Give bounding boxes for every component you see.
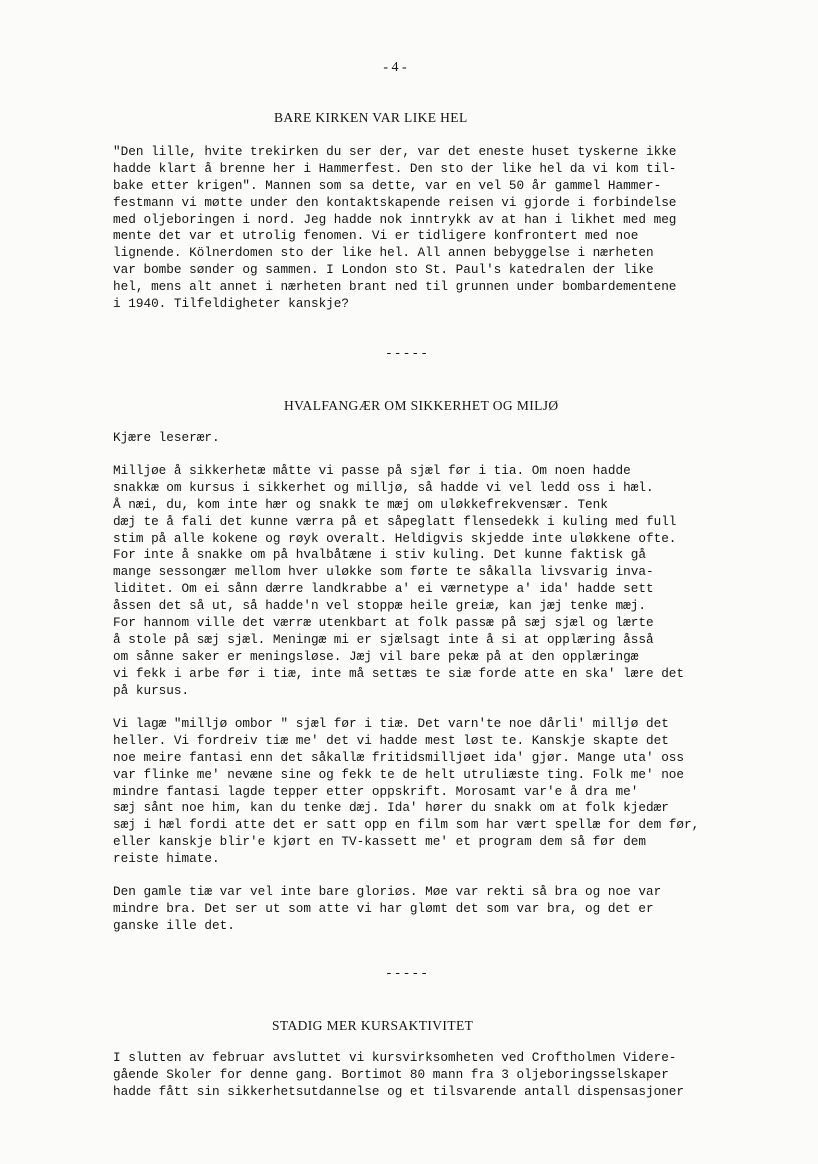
text-line: med oljeboringen i nord. Jeg hadde nok inntrykk av at han i likhet med meg — [113, 211, 677, 227]
text-line: dæj te å fali det kunne værra på et såpeglatt flensedekk i kuling med full — [113, 513, 677, 529]
text-line: åssen det så ut, så hadde'n vel stoppæ heile greiæ, kan jæj tenke mæj. — [113, 598, 646, 614]
text-line: hadde fått sin sikkerhetsutdannelse og et tilsvarende antall dispensasjoner — [113, 1083, 685, 1099]
section-divider: ----- — [385, 966, 430, 981]
paragraph-milljoe — [113, 463, 773, 699]
text-line: liditet. Om ei sånn dærre landkrabbe a' ei værnetype a' ida' hadde sett — [113, 581, 654, 597]
text-line: For hannom ville det værræ utenkbart at folk passæ på sæj sjæl og lærte — [113, 615, 654, 631]
text-line: var flinke me' nevæne sine og fekk te de helt utruliæste ting. Folk me' noe — [113, 766, 685, 782]
salutation-text: Kjære leserær. — [113, 430, 220, 445]
text-line: hadde klart å brenne her i Hammerfest. Den sto der like hel da vi kom til- — [113, 160, 677, 176]
text-line: stim på alle kokene og røyk overalt. Heldigvis skjedde inte uløkkene ofte. — [113, 530, 677, 546]
text-line: gående Skoler for denne gang. Bortimot 80 mann fra 3 oljeboringsselskaper — [113, 1066, 669, 1082]
paragraph-kursaktivitet — [113, 1050, 773, 1101]
text-line: mindre fantasi lagde tepper etter oppskrift. Morosamt var'e å dra me' — [113, 783, 639, 799]
text-line: reiste himate. — [113, 851, 220, 867]
text-line: på kursus. — [113, 682, 190, 698]
text-line: å stole på sæj sjæl. Meningæ mi er sjælsagt inte å si at opplæring åsså — [113, 631, 654, 647]
text-line: om sånne saker er meningsløse. Jæj vil bare pekæ på at den opplæringæ — [113, 648, 639, 664]
salutation — [113, 430, 773, 447]
text-line: sæj sånt noe him, kan du tenke dæj. Ida' hører du snakk om at folk kjedær — [113, 800, 669, 816]
section-divider: ----- — [385, 346, 430, 361]
heading-stadig-mer: STADIG MER KURSAKTIVITET — [272, 1018, 474, 1033]
text-line: Å næi, du, kom inte hær og snakk te mæj om uløkkefrekvensær. Tenk — [113, 496, 608, 512]
text-line: Den gamle tiæ var vel inte bare gloriøs. Møe var rekti så bra og noe var — [113, 884, 662, 899]
text-line: mange sessongær mellom hver uløkke som førte te såkalla livsvarig inva- — [113, 564, 654, 580]
text-line: sæj i hæl fordi atte det er satt opp en film som har vært spellæ for dem før, — [113, 817, 700, 833]
text-line: bake etter krigen". Mannen som sa dette, var en vel 50 år gammel Hammer- — [113, 177, 662, 193]
text-line: I slutten av februar avsluttet vi kursvirksomheten ved Croftholmen Videre- — [113, 1050, 677, 1065]
text-line: heller. Vi fordreiv tiæ me' det vi hadde mest løst te. Kanskje skapte det — [113, 732, 669, 748]
text-line: Vi lagæ "milljø ombor " sjæl før i tiæ. Det varn'te noe dårli' milljø det — [113, 716, 669, 731]
page-number: - 4 - — [383, 60, 407, 75]
text-line: var bombe sønder og sammen. I London sto St. Paul's katedralen der like — [113, 262, 654, 278]
text-line: "Den lille, hvite trekirken du ser der, var det eneste huset tyskerne ikke — [113, 144, 677, 159]
text-line: vi fekk i arbe før i tiæ, inte må settæs te siæ forde atte en ska' lære det — [113, 665, 685, 681]
heading-bare-kirken: BARE KIRKEN VAR LIKE HEL — [274, 110, 468, 125]
text-line: mente det var et utrolig fenomen. Vi er tidligere konfrontert med noe — [113, 228, 639, 244]
text-line: festmann vi møtte under den kontaktskapende reisen vi gjorde i forbindelse — [113, 194, 677, 210]
text-line: i 1940. Tilfeldigheter kanskje? — [113, 296, 350, 312]
text-line: hel, mens alt annet i nærheten brant ned til grunnen under bombardementene — [113, 279, 677, 295]
text-line: For inte å snakke om på hvalbåtæne i stiv kuling. Det kunne faktisk gå — [113, 547, 646, 563]
text-line: snakkæ om kursus i sikkerhet og milljø, så hadde vi vel ledd oss i hæl. — [113, 479, 654, 495]
text-line: eller kanskje blir'e kjørt en TV-kassett me' et program dem så før dem — [113, 834, 646, 850]
text-line: noe meire fantasi enn det såkallæ fritidsmilljøet ida' gjør. Mange uta' oss — [113, 749, 685, 765]
paragraph-milljo-ombor — [113, 716, 773, 868]
paragraph-gamle-tiae — [113, 884, 773, 935]
heading-hvalfangaer: HVALFANGÆR OM SIKKERHET OG MILJØ — [284, 398, 559, 413]
text-line: ganske ille det. — [113, 917, 235, 933]
text-line: mindre bra. Det ser ut som atte vi har glømt det som var bra, og det er — [113, 900, 654, 916]
text-line: lignende. Kölnerdomen sto der like hel. All annen bebyggelse i nærheten — [113, 245, 654, 261]
paragraph-kirken — [113, 144, 773, 313]
text-line: Milljøe å sikkerhetæ måtte vi passe på sjæl før i tia. Om noen hadde — [113, 463, 631, 478]
